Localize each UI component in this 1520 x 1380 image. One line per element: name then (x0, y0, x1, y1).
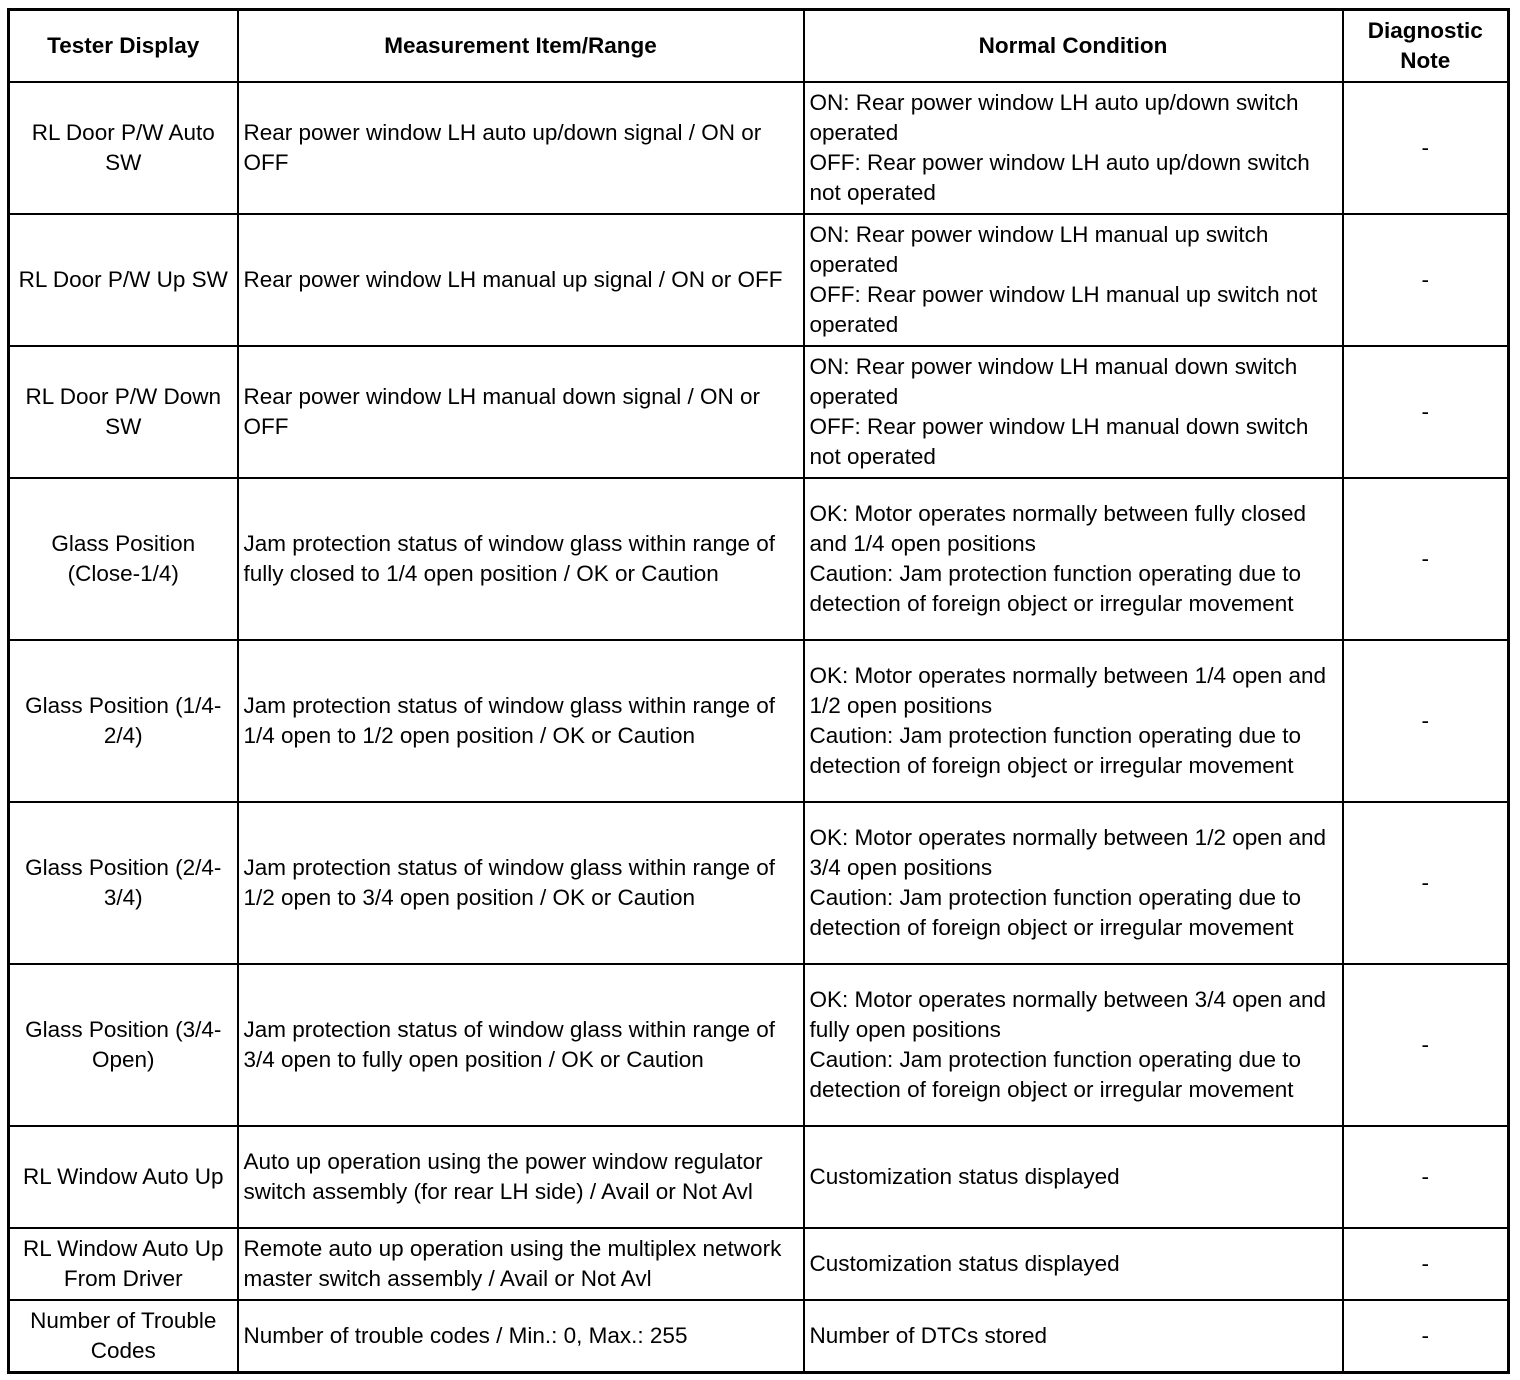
condition-line: Number of DTCs stored (809, 1322, 1048, 1348)
normal-condition-cell (804, 1126, 1343, 1228)
tester-display-cell: Glass Position (1/4-2/4) (9, 640, 238, 802)
header-measurement-item: Measurement Item/Range (238, 10, 804, 83)
tester-display-cell: RL Window Auto Up (9, 1126, 238, 1228)
measurement-item-cell: Jam protection status of window glass within range of fully closed to 1/4 open position / OK or Caution (238, 478, 804, 640)
diagnostic-note-cell: - (1343, 1228, 1509, 1300)
table-body (9, 82, 1509, 1372)
normal-condition-cell (804, 802, 1343, 964)
condition-line: OFF: Rear power window LH manual down switch not operated (809, 414, 1309, 469)
tester-display-cell: Glass Position (3/4-Open) (9, 964, 238, 1126)
diagnostic-note-cell: - (1343, 964, 1509, 1126)
diagnostic-note-cell: - (1343, 1126, 1509, 1228)
condition-line: Caution: Jam protection function operating due to detection of foreign object or irregular movement (809, 1047, 1302, 1102)
tester-display-cell: Number of Trouble Codes (9, 1300, 238, 1372)
condition-line: OFF: Rear power window LH manual up switch not operated (809, 282, 1318, 337)
condition-line: Customization status displayed (809, 1251, 1120, 1276)
condition-line: OK: Motor operates normally between 1/2 open and 3/4 open positions (809, 825, 1327, 880)
diagnostic-note-cell: - (1343, 478, 1509, 640)
table-row (9, 478, 1509, 640)
table-row (9, 214, 1509, 346)
tester-display-cell: Glass Position (2/4-3/4) (9, 802, 238, 964)
condition-line: Caution: Jam protection function operating due to detection of foreign object or irregular movement (809, 723, 1302, 778)
condition-line: OK: Motor operates normally between 3/4 open and fully open positions (809, 987, 1327, 1042)
normal-condition-cell (804, 346, 1343, 478)
table-row (9, 82, 1509, 214)
table-row (9, 640, 1509, 802)
measurement-item-cell: Rear power window LH manual up signal / ON or OFF (238, 214, 804, 346)
diagnostic-note-cell: - (1343, 214, 1509, 346)
header-diagnostic-note: Diagnostic Note (1343, 10, 1509, 83)
measurement-item-cell: Rear power window LH auto up/down signal / ON or OFF (238, 82, 804, 214)
diagnostic-note-cell: - (1343, 640, 1509, 802)
normal-condition-cell (804, 82, 1343, 214)
condition-line: OK: Motor operates normally between fully closed and 1/4 open positions (809, 501, 1306, 556)
condition-line: OFF: Rear power window LH auto up/down switch not operated (809, 150, 1310, 205)
condition-line: ON: Rear power window LH manual up switch operated (809, 222, 1269, 277)
table-row (9, 1126, 1509, 1228)
tester-display-cell: RL Window Auto Up From Driver (9, 1228, 238, 1300)
measurement-item-cell: Jam protection status of window glass within range of 1/4 open to 1/2 open position / OK or Caution (238, 640, 804, 802)
measurement-item-cell: Number of trouble codes / Min.: 0, Max.: 255 (238, 1300, 804, 1372)
diagnostic-note-cell: - (1343, 346, 1509, 478)
tester-display-cell: Glass Position (Close-1/4) (9, 478, 238, 640)
normal-condition-cell (804, 214, 1343, 346)
tester-display-cell: RL Door P/W Down SW (9, 346, 238, 478)
table-row (9, 1228, 1509, 1300)
normal-condition-cell (804, 1228, 1343, 1300)
condition-line: Caution: Jam protection function operating due to detection of foreign object or irregular movement (809, 885, 1302, 940)
diagnostic-note-cell: - (1343, 802, 1509, 964)
tester-data-table (7, 8, 1510, 1374)
diagnostic-note-cell: - (1343, 1300, 1509, 1372)
table-row (9, 964, 1509, 1126)
tester-display-cell: RL Door P/W Up SW (9, 214, 238, 346)
diagnostic-note-cell: - (1343, 82, 1509, 214)
condition-line: Caution: Jam protection function operating due to detection of foreign object or irregular movement (809, 561, 1302, 616)
table-row (9, 346, 1509, 478)
header-tester-display: Tester Display (9, 10, 238, 83)
condition-line: ON: Rear power window LH manual down switch operated (809, 354, 1298, 409)
header-normal-condition: Normal Condition (804, 10, 1343, 83)
condition-line: Customization status displayed (809, 1164, 1120, 1189)
measurement-item-cell: Rear power window LH manual down signal / ON or OFF (238, 346, 804, 478)
normal-condition-cell (804, 478, 1343, 640)
condition-line: OK: Motor operates normally between 1/4 open and 1/2 open positions (809, 663, 1327, 718)
table-header-row (9, 10, 1509, 83)
tester-display-cell: RL Door P/W Auto SW (9, 82, 238, 214)
table-row (9, 802, 1509, 964)
normal-condition-cell (804, 640, 1343, 802)
table-row (9, 1300, 1509, 1372)
measurement-item-cell: Jam protection status of window glass within range of 1/2 open to 3/4 open position / OK or Caution (238, 802, 804, 964)
condition-line: ON: Rear power window LH auto up/down switch operated (809, 90, 1299, 145)
measurement-item-cell: Remote auto up operation using the multiplex network master switch assembly / Avail or Not Avl (238, 1228, 804, 1300)
measurement-item-cell: Jam protection status of window glass within range of 3/4 open to fully open position / OK or Caution (238, 964, 804, 1126)
normal-condition-cell (804, 964, 1343, 1126)
measurement-item-cell: Auto up operation using the power window regulator switch assembly (for rear LH side) / Avail or Not Avl (238, 1126, 804, 1228)
normal-condition-cell (804, 1300, 1343, 1372)
